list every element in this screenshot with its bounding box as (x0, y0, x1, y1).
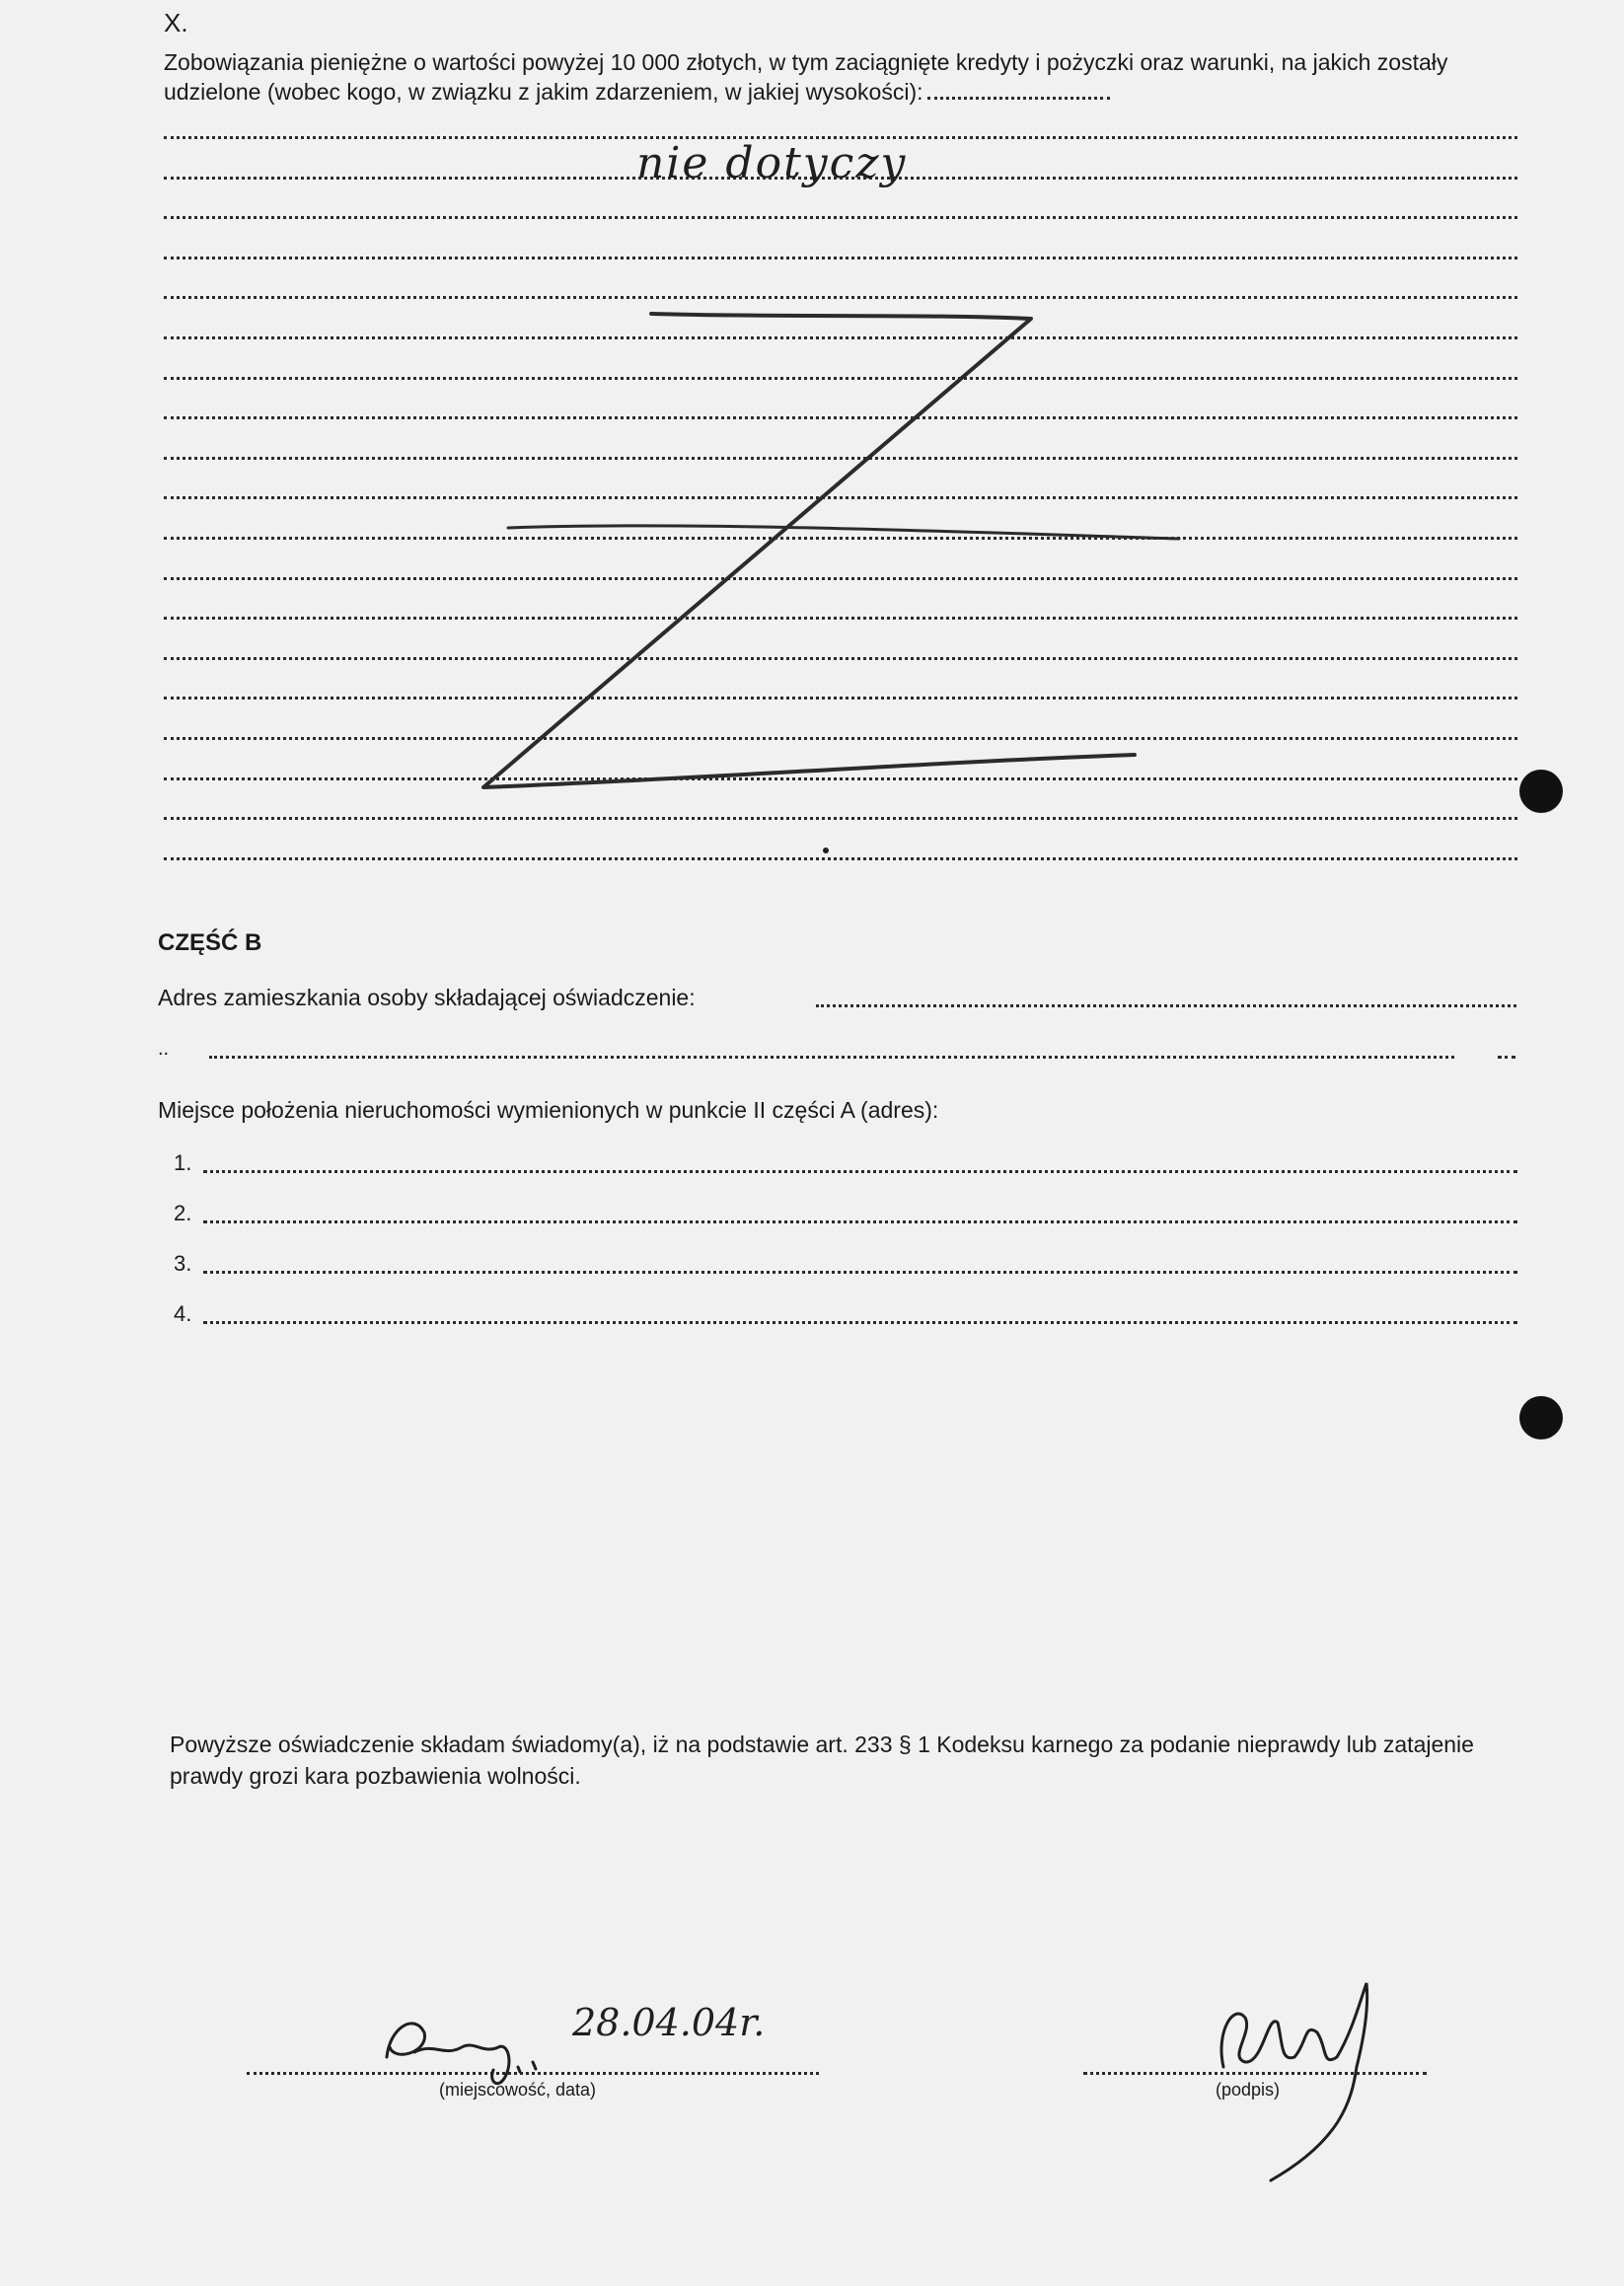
strike-through-z-mark (483, 314, 1135, 787)
section-number: X. (164, 8, 188, 37)
declaration-form-page: X. Zobowiązania pieniężne o wartości powyżej 10 000 złotych, w tym zaciągnięte kredyty i pożyczki oraz warunki, na jakich zostały udzielone (wobec kogo, w związku z jakim zdarzeniem, w jakiej wysokości): nie dotyczy CZĘŚĆ B Adres zamieszkania osoby składającej oświadczenie: .. Miejsce położenia nieruchomości wymienionych w punkcie II części A (adres): 1. 2. 3. 4. Powyższe oświadczenie składam świadomy(a), iż na podstawie art. 233 § 1 Kodeksu karnego za podanie nieprawdy lub zatajenie prawdy grozi kara pozbawienia wolności. 28.04.04r. (miejscowość, data) (podpis) (0, 0, 1624, 2286)
legal-declaration: Powyższe oświadczenie składam świadomy(a), iż na podstawie art. 233 § 1 Kodeksu karnego za podanie nieprawdy lub zatajenie prawdy grozi kara pozbawienia wolności. (170, 1732, 1474, 1789)
property-item-number: 1. (174, 1150, 192, 1175)
signature-caption: (podpis) (1216, 2080, 1281, 2100)
strike-horizontal-stroke (508, 526, 1179, 539)
property-item-number: 3. (174, 1251, 192, 1276)
property-item-number: 4. (174, 1301, 192, 1326)
question-text: Zobowiązania pieniężne o wartości powyżej 10 000 złotych, w tym zaciągnięte kredyty i pożyczki oraz warunki, na jakich zostały udzielone (wobec kogo, w związku z jakim zdarzeniem, w jakiej wysokości): (164, 49, 1448, 105)
handwritten-place (387, 2024, 536, 2084)
handwritten-date: 28.04.04r. (572, 2001, 766, 2044)
handwritten-answer: nie dotyczy (636, 138, 908, 188)
place-date-caption: (miejscowość, data) (439, 2080, 597, 2100)
property-label: Miejsce położenia nieruchomości wymienionych w punkcie II części A (adres): (158, 1097, 939, 1123)
address-label: Adres zamieszkania osoby składającej oświadczenie: (158, 985, 696, 1010)
signature-scribble (1221, 1983, 1367, 2180)
property-item-number: 2. (174, 1201, 192, 1225)
part-b-heading: CZĘŚĆ B (158, 929, 262, 956)
